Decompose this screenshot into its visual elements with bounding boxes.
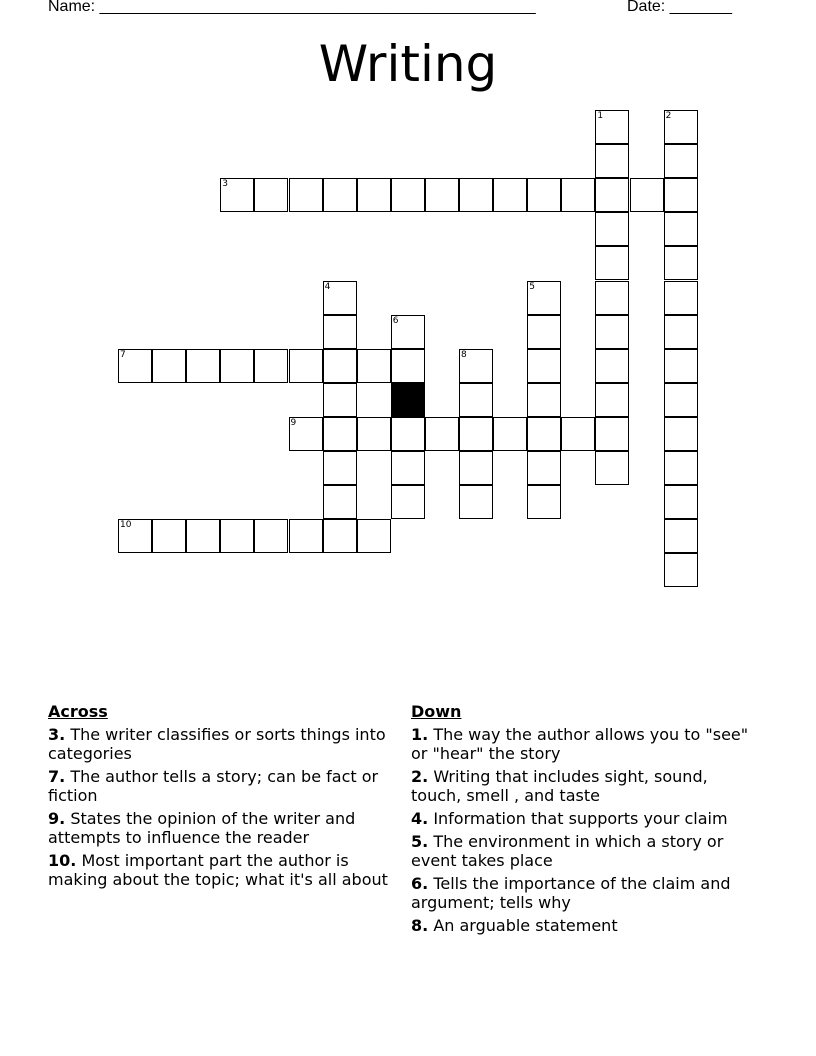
grid-cell[interactable] xyxy=(391,485,425,519)
grid-cell[interactable] xyxy=(186,519,220,553)
grid-cell[interactable] xyxy=(323,451,357,485)
down-heading: Down xyxy=(411,702,462,721)
grid-cell[interactable] xyxy=(323,349,357,383)
grid-cell[interactable] xyxy=(664,485,698,519)
clue-number-label: 3 xyxy=(222,179,229,190)
grid-cell[interactable] xyxy=(595,315,629,349)
grid-cell[interactable] xyxy=(391,178,425,212)
grid-cell[interactable] xyxy=(459,451,493,485)
clue-number: 7. xyxy=(48,767,66,786)
grid-cell[interactable] xyxy=(357,178,391,212)
clue-text: Most important part the author is making about the topic; what it's all about xyxy=(48,851,388,889)
grid-cell[interactable] xyxy=(664,451,698,485)
clue-text: The way the author allows you to "see" or "hear" the story xyxy=(411,725,749,763)
clue-number: 3. xyxy=(48,725,66,744)
clue-item xyxy=(48,809,388,847)
grid-cell[interactable] xyxy=(289,417,323,451)
clue-number-label: 6 xyxy=(392,315,399,326)
grid-cell[interactable] xyxy=(664,110,698,144)
grid-cell[interactable] xyxy=(391,417,425,451)
grid-cell[interactable] xyxy=(459,383,493,417)
grid-cell[interactable] xyxy=(391,349,425,383)
grid-cell[interactable] xyxy=(459,417,493,451)
grid-cell[interactable] xyxy=(664,144,698,178)
grid-cell[interactable] xyxy=(289,178,323,212)
grid-cell[interactable] xyxy=(220,349,254,383)
grid-cell[interactable] xyxy=(254,519,288,553)
across-clues xyxy=(48,702,388,893)
grid-cell[interactable] xyxy=(561,417,595,451)
grid-cell[interactable] xyxy=(357,519,391,553)
grid-cell[interactable] xyxy=(220,178,254,212)
grid-cell[interactable] xyxy=(527,451,561,485)
grid-cell[interactable] xyxy=(323,383,357,417)
page-title: Writing xyxy=(318,35,498,93)
grid-block-cell xyxy=(391,383,425,417)
grid-cell[interactable] xyxy=(527,417,561,451)
grid-cell[interactable] xyxy=(664,178,698,212)
clue-text: An arguable statement xyxy=(433,916,618,935)
grid-cell[interactable] xyxy=(561,178,595,212)
grid-cell[interactable] xyxy=(595,144,629,178)
clue-number-label: 8 xyxy=(461,349,467,360)
grid-cell[interactable] xyxy=(323,485,357,519)
clue-item xyxy=(411,832,756,870)
grid-cell[interactable] xyxy=(664,519,698,553)
grid-cell[interactable] xyxy=(595,178,629,212)
clue-item xyxy=(411,916,756,935)
clue-number: 5. xyxy=(411,832,429,851)
grid-cell[interactable] xyxy=(186,349,220,383)
clue-number: 8. xyxy=(411,916,429,935)
grid-cell[interactable] xyxy=(664,349,698,383)
grid-cell[interactable] xyxy=(323,281,357,315)
grid-cell[interactable] xyxy=(357,417,391,451)
grid-cell[interactable] xyxy=(254,349,288,383)
grid-cell[interactable] xyxy=(254,178,288,212)
grid-cell[interactable] xyxy=(527,178,561,212)
clue-number-label: 10 xyxy=(120,520,132,531)
clue-number: 1. xyxy=(411,725,429,744)
grid-cell[interactable] xyxy=(118,519,152,553)
grid-cell[interactable] xyxy=(289,349,323,383)
grid-cell[interactable] xyxy=(459,178,493,212)
grid-cell[interactable] xyxy=(595,417,629,451)
grid-cell[interactable] xyxy=(664,246,698,280)
grid-cell[interactable] xyxy=(220,519,254,553)
grid-cell[interactable] xyxy=(152,519,186,553)
clue-number-label: 9 xyxy=(290,417,297,428)
grid-cell[interactable] xyxy=(152,349,186,383)
clue-number-label: 2 xyxy=(665,111,672,121)
grid-cell[interactable] xyxy=(527,349,561,383)
clue-number-label: 1 xyxy=(597,111,604,121)
grid-cell[interactable] xyxy=(323,315,357,349)
grid-cell[interactable] xyxy=(289,519,323,553)
date-field[interactable]: Date: _______ xyxy=(627,0,732,15)
clue-number: 6. xyxy=(411,874,429,893)
grid-cell[interactable] xyxy=(425,178,459,212)
clue-item xyxy=(411,725,756,763)
grid-cell[interactable] xyxy=(527,383,561,417)
grid-cell[interactable] xyxy=(595,110,629,144)
grid-cell[interactable] xyxy=(323,178,357,212)
grid-cell[interactable] xyxy=(595,451,629,485)
grid-cell[interactable] xyxy=(630,178,664,212)
grid-cell[interactable] xyxy=(459,349,493,383)
grid-cell[interactable] xyxy=(595,383,629,417)
clue-text: The environment in which a story or event takes place xyxy=(411,832,724,870)
clue-number-label: 5 xyxy=(529,281,535,292)
grid-cell[interactable] xyxy=(323,519,357,553)
grid-cell[interactable] xyxy=(664,417,698,451)
grid-cell[interactable] xyxy=(425,417,459,451)
grid-cell[interactable] xyxy=(391,451,425,485)
grid-cell[interactable] xyxy=(357,349,391,383)
grid-cell[interactable] xyxy=(527,485,561,519)
grid-cell[interactable] xyxy=(493,417,527,451)
grid-cell[interactable] xyxy=(664,553,698,587)
clue-item xyxy=(411,874,756,912)
clue-item xyxy=(411,809,756,828)
clue-number-label: 4 xyxy=(324,281,331,292)
grid-cell[interactable] xyxy=(664,212,698,246)
clue-number: 2. xyxy=(411,767,429,786)
clue-number: 9. xyxy=(48,809,66,828)
clue-item xyxy=(411,767,756,805)
grid-cell[interactable] xyxy=(595,246,629,280)
clue-item xyxy=(48,725,388,763)
clue-number: 10. xyxy=(48,851,77,870)
clue-text: Information that supports your claim xyxy=(433,809,728,828)
down-clues xyxy=(411,702,756,939)
clue-item xyxy=(48,851,388,889)
grid-cell[interactable] xyxy=(664,383,698,417)
name-field[interactable]: Name: _________________________________________________ xyxy=(48,0,536,15)
clue-number-label: 7 xyxy=(120,349,126,360)
grid-cell[interactable] xyxy=(664,315,698,349)
grid-cell[interactable] xyxy=(527,315,561,349)
clue-text: The author tells a story; can be fact or fiction xyxy=(48,767,379,805)
grid-cell[interactable] xyxy=(595,281,629,315)
clue-item xyxy=(48,767,388,805)
grid-cell[interactable] xyxy=(664,281,698,315)
grid-cell[interactable] xyxy=(459,485,493,519)
grid-cell[interactable] xyxy=(391,315,425,349)
clue-text: Writing that includes sight, sound, touch, smell , and taste xyxy=(411,767,708,805)
grid-cell[interactable] xyxy=(493,178,527,212)
clue-text: Tells the importance of the claim and argument; tells why xyxy=(411,874,731,912)
clue-text: States the opinion of the writer and attempts to influence the reader xyxy=(48,809,356,847)
clue-text: The writer classifies or sorts things into categories xyxy=(48,725,386,763)
grid-cell[interactable] xyxy=(118,349,152,383)
grid-cell[interactable] xyxy=(323,417,357,451)
grid-cell[interactable] xyxy=(527,281,561,315)
grid-cell[interactable] xyxy=(595,212,629,246)
grid-cell[interactable] xyxy=(595,349,629,383)
clue-number: 4. xyxy=(411,809,429,828)
across-heading: Across xyxy=(48,702,108,721)
